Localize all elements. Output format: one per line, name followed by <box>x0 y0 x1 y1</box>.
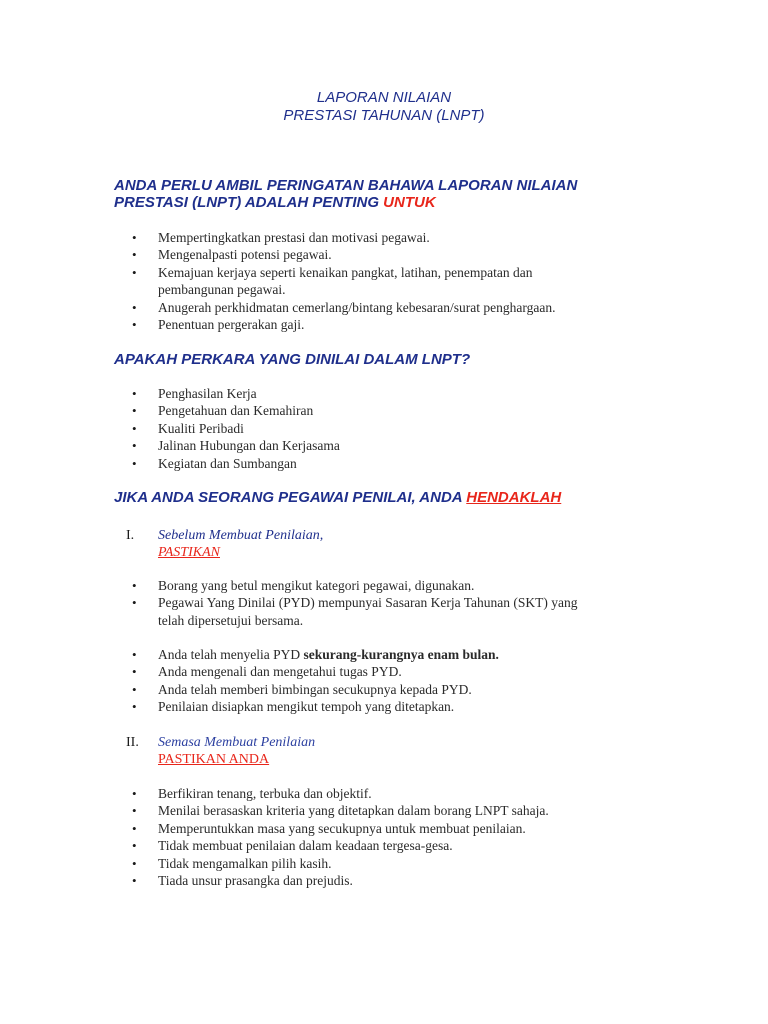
part1-subtitle-text: Sebelum Membuat Penilaian, <box>158 528 324 543</box>
section1-list <box>114 229 614 333</box>
list-item: • Tidak mengamalkan pilih kasih. <box>114 855 614 872</box>
list-item: • Menilai berasaskan kriteria yang ditetapkan dalam borang LNPT sahaja. <box>114 802 614 819</box>
part1-list-b <box>114 646 614 716</box>
list-item: • Berfikiran tenang, terbuka dan objektif. <box>114 785 614 802</box>
list-item: • Mengenalpasti potensi pegawai. <box>114 246 614 263</box>
list-item: • Anugerah perkhidmatan cemerlang/bintang kebesaran/surat penghargaan. <box>114 299 614 316</box>
list-item: • Penghasilan Kerja <box>114 385 614 402</box>
list-item: • Penentuan pergerakan gaji. <box>114 316 614 333</box>
item-b-prefix: Anda telah menyelia PYD <box>158 647 304 662</box>
list-item: • Anda telah memberi bimbingan secukupnya kepada PYD. <box>114 681 614 698</box>
section2-list <box>114 385 614 472</box>
document-title-line2: PRESTASI TAHUNAN (LNPT) <box>283 107 485 124</box>
list-item: • Anda mengenali dan mengetahui tugas PYD. <box>114 663 614 680</box>
list-item: • Memperuntukkan masa yang secukupnya untuk membuat penilaian. <box>114 820 614 837</box>
section3-heading-text: JIKA ANDA SEORANG PEGAWAI PENILAI, ANDA <box>114 489 467 506</box>
list-item: • Kegiatan dan Sumbangan <box>114 455 614 472</box>
part2-subtitle <box>158 734 315 768</box>
list-item: • Mempertingkatkan prestasi dan motivasi pegawai. <box>114 229 614 246</box>
part1-subtitle <box>158 527 323 561</box>
section1-heading-line1: ANDA PERLU AMBIL PERINGATAN BAHAWA LAPORAN NILAIAN <box>114 177 578 194</box>
part1-numeral: I. <box>126 528 135 543</box>
part2-numeral: II. <box>126 735 139 750</box>
list-item: • Jalinan Hubungan dan Kerjasama <box>114 437 614 454</box>
list-item: • Tiada unsur prasangka dan prejudis. <box>114 872 614 889</box>
item-b-bold: sekurang-kurangnya enam bulan. <box>303 647 499 662</box>
part2-subtitle-highlight: PASTIKAN ANDA <box>158 752 270 767</box>
list-item: • Kualiti Peribadi <box>114 420 614 437</box>
list-item: • Pegawai Yang Dinilai (PYD) mempunyai Sasaran Kerja Tahunan (SKT) yang telah dipersetujui bersama. <box>114 594 614 629</box>
section2-heading: APAKAH PERKARA YANG DINILAI DALAM LNPT? <box>114 351 471 368</box>
list-item: • Tidak membuat penilaian dalam keadaan tergesa-gesa. <box>114 837 614 854</box>
section1-heading <box>114 177 674 211</box>
list-item: • Pengetahuan dan Kemahiran <box>114 402 614 419</box>
list-item <box>114 646 614 663</box>
part2-subtitle-text: Semasa Membuat Penilaian <box>158 735 316 750</box>
list-item: • Penilaian disiapkan mengikut tempoh yang ditetapkan. <box>114 698 614 715</box>
document-title-line1: LAPORAN NILAIAN <box>316 89 452 106</box>
part1-list-a <box>114 577 614 629</box>
list-item: • Kemajuan kerjaya seperti kenaikan pangkat, latihan, penempatan dan pembangunan pegawai. <box>114 264 614 299</box>
part2-list <box>114 785 614 889</box>
part1-subtitle-highlight: PASTIKAN <box>158 545 220 560</box>
section3-heading <box>114 489 674 506</box>
section1-heading-highlight: UNTUK <box>383 194 436 211</box>
section1-heading-line2: PRESTASI (LNPT) ADALAH PENTING <box>114 194 384 211</box>
list-item: • Borang yang betul mengikut kategori pegawai, digunakan. <box>114 577 614 594</box>
section3-heading-highlight: HENDAKLAH <box>466 489 562 506</box>
